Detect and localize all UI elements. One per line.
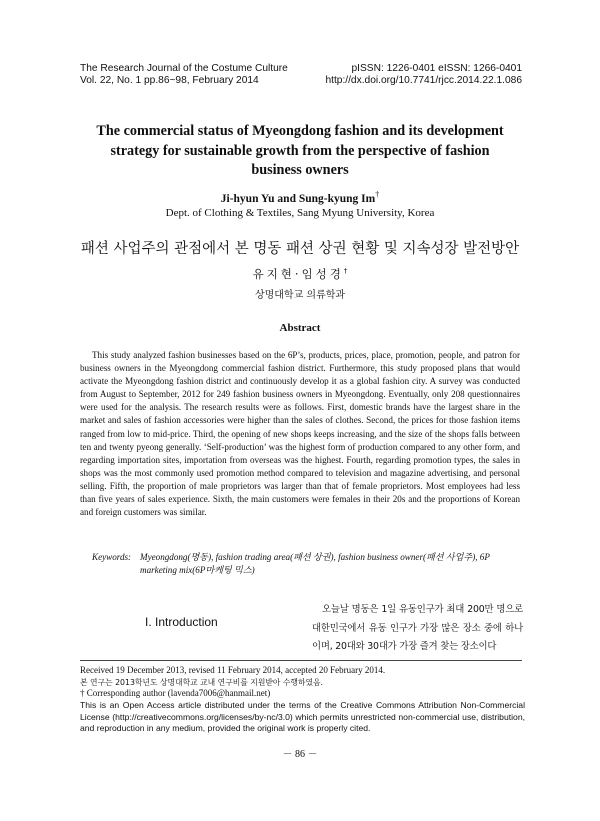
footnote-funding: 본 연구는 2013학년도 상명대학교 교내 연구비를 지원받아 수행하였음. bbox=[80, 678, 324, 687]
footnote-received: Received 19 December 2013, revised 11 February 2014, accepted 20 February 2014. bbox=[80, 665, 386, 675]
footnote-license: This is an Open Access article distributed under the terms of the Creative Commons Attribution Non-Commercial License (http://creativecommons.org/licenses/by-nc/3.0) which permits unrestricted non-commercial use, distribution, and reproduction in any medium, provided the original work is properly cited. bbox=[80, 700, 525, 734]
journal-doi[interactable]: http://dx.doi.org/10.7741/rjcc.2014.22.1.086 bbox=[325, 75, 522, 86]
korean-title: 패션 사업주의 관점에서 본 명동 패션 상권 현황 및 지속성장 발전방안 bbox=[80, 241, 520, 257]
page-number: － 86 － bbox=[282, 749, 318, 760]
footnote-corresponding: † Corresponding author (lavenda7006@hanmail.net) bbox=[80, 688, 271, 698]
paper-title: The commercial status of Myeongdong fashion and its development strategy for sustainable growth from the perspective of fashion business owners bbox=[96, 123, 504, 178]
section-heading-introduction: I. Introduction bbox=[145, 615, 218, 629]
footnote-divider bbox=[80, 660, 522, 661]
abstract-heading: Abstract bbox=[279, 322, 321, 334]
journal-name: The Research Journal of the Costume Culture bbox=[80, 63, 288, 74]
corresponding-mark: † bbox=[375, 190, 380, 199]
korean-corresponding-mark: † bbox=[343, 267, 348, 276]
korean-author-line bbox=[0, 266, 600, 282]
author-affiliation: Dept. of Clothing & Textiles, Sang Myung University, Korea bbox=[165, 207, 435, 219]
journal-header-right bbox=[325, 63, 522, 87]
author-names: Ji-hyun Yu and Sung-kyung Im bbox=[220, 192, 376, 205]
korean-affiliation: 상명대학교 의류학과 bbox=[254, 290, 346, 301]
korean-author-names: 유지현·임성경 bbox=[252, 267, 344, 281]
journal-header-left bbox=[80, 63, 288, 87]
keywords-text: Myeongdong(명동), fashion trading area(패션 상권), fashion business owner(패션 사업주), 6P marketing mix(6P마케팅 믹스) bbox=[140, 552, 490, 575]
keywords-label: Keywords: bbox=[92, 552, 132, 562]
introduction-text: 오늘날 명동은 1일 유동인구가 최대 200만 명으로 대한민국에서 유동 인구가 가장 많은 장소 중에 하나이며, 20대와 30대가 가장 즐겨 찾는 장소이다 bbox=[312, 604, 523, 652]
abstract-text: This study analyzed fashion businesses based on the 6P’s, products, prices, place, promotion, people, and patron for business owners in the Myeongdong commercial fashion district. Furthermore, this study proposed plans that would activate the Myeongdong fashion district and continuously develop it as a global fashion city. A survey was conducted from August to September, 2012 for 249 fashion business owners in Myeongdong. Eventually, only 208 questionnaires were used for the analysis. The research results were as follows. First, domestic brands have the largest share in the market and sales of fashion accessories were higher than the sales of clothes. Second, the prices for those fashion items ranged from low to mid-price. Third, the opening of new shops keeps increasing, and the size of the shops falls between ten and twenty pyeong generally. ‘Self-production’ was the highest form of production compared to any other form, and regarding importation sites, importation from overseas was the highest. Fourth, regarding promotion types, the sales in shops was the most commonly used promotion method compared to television and magazine advertising, and personal selling. Fifth, the proportion of male proprietors was larger than that of female proprietors. Most employees had less than five years of sales experience. Sixth, the main customers were females in their 20s and the proportions of Korean and foreign customers was similar. bbox=[80, 350, 520, 518]
journal-volume: Vol. 22, No. 1 pp.86~98, February 2014 bbox=[80, 75, 259, 86]
author-line bbox=[0, 190, 600, 205]
journal-issn: pISSN: 1226-0401 eISSN: 1266-0401 bbox=[351, 63, 522, 74]
keywords bbox=[92, 551, 522, 577]
